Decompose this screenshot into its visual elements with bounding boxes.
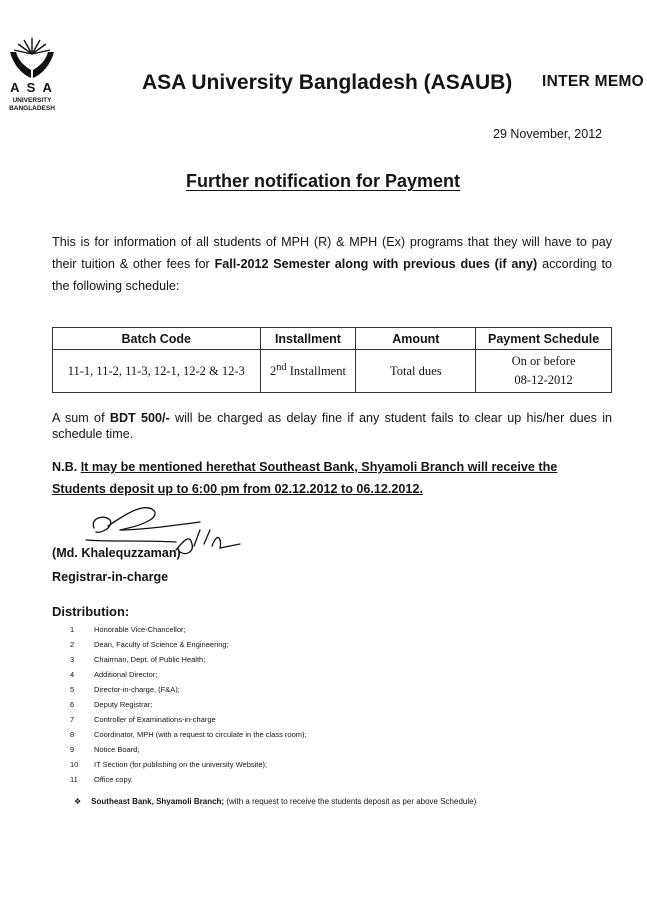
cc-bank-name: Southeast Bank, Shyamoli Branch;	[91, 797, 225, 806]
payment-schedule-table	[52, 327, 612, 393]
copy-to-bank	[74, 797, 476, 806]
nb-note	[52, 456, 612, 500]
list-item: 6 Deputy Registrar;	[70, 700, 153, 709]
cell-batch-code: 11-1, 11-2, 11-3, 12-1, 12-2 & 12-3	[53, 350, 261, 393]
installment-num: 2	[269, 364, 277, 379]
installment-suffix: nd	[276, 362, 287, 374]
list-item: 3 Chairman, Dept. of Public Health;	[70, 655, 206, 664]
distribution-list	[70, 622, 307, 787]
list-item: 11 Office copy.	[70, 775, 133, 784]
cc-bank-note: (with a request to receive the students deposit as per above Schedule)	[224, 797, 477, 806]
sunrise-hands-icon	[4, 36, 60, 82]
nb-line-2: Students deposit up to 6:00 pm from 02.12.2012 to 06.12.2012.	[52, 482, 423, 496]
list-item: 4 Additional Director;	[70, 670, 158, 679]
col-header-installment: Installment	[260, 328, 356, 350]
schedule-deadline: 08-12-2012	[514, 373, 573, 387]
signatory-name: (Md. Khalequzzaman)	[52, 546, 181, 560]
list-item: 7 Controller of Examinations-in-charge	[70, 715, 216, 724]
logo-sub-university: UNIVERSITY	[12, 97, 52, 104]
list-item: 10 IT Section (for publishing on the university Website);	[70, 760, 268, 769]
installment-label: Installment	[286, 364, 346, 379]
intro-text-2: according to the following schedule:	[52, 257, 612, 293]
delay-fine-paragraph	[52, 410, 612, 442]
nb-prefix: N.B.	[52, 460, 81, 474]
logo-sub-bangladesh: BANGLADESH	[9, 105, 55, 112]
list-item: 1 Honorable Vice-Chancellor;	[70, 625, 186, 634]
signatory-role: Registrar-in-charge	[52, 570, 169, 584]
intro-text-bold: Fall-2012 Semester along with previous dues (if any)	[214, 257, 538, 271]
memo-type: INTER MEMO	[542, 73, 645, 90]
fine-text-1: A sum of	[52, 411, 110, 425]
col-header-batch-code: Batch Code	[53, 328, 261, 350]
fine-amount: BDT 500/-	[109, 411, 170, 425]
diamond-bullet-icon: ❖	[74, 797, 82, 806]
list-item: 8 Coordinator, MPH (with a request to circulate in the class room);	[70, 730, 307, 739]
memo-date: 29 November, 2012	[493, 127, 603, 141]
col-header-amount: Amount	[356, 328, 476, 350]
university-logo	[4, 36, 60, 116]
handwritten-signature	[80, 500, 250, 577]
list-item: 5 Director-in-charge, (F&A);	[70, 685, 180, 694]
col-header-payment-schedule: Payment Schedule	[476, 328, 612, 350]
table-row	[53, 350, 612, 393]
cell-amount: Total dues	[356, 350, 476, 393]
fine-text-2: will be charged as delay fine if any student fails to clear up his/her dues in schedule time.	[52, 411, 613, 441]
notice-heading: Further notification for Payment	[186, 171, 461, 191]
intro-paragraph	[52, 231, 612, 297]
list-item: 2 Dean, Faculty of Science & Engineering;	[70, 640, 229, 649]
table-header-row	[53, 328, 612, 350]
distribution-heading: Distribution:	[52, 604, 130, 619]
list-item: 9 Notice Board;	[70, 745, 140, 754]
intro-text-1: This is for information of all students of MPH (R) & MPH (Ex) programs that they will have to pay their tuition & other fees for	[52, 235, 612, 271]
schedule-line-1: On or before	[511, 354, 576, 368]
institution-title: ASA University Bangladesh (ASAUB)	[142, 71, 513, 94]
cell-payment-schedule	[476, 350, 612, 393]
cell-installment	[260, 350, 356, 393]
logo-wordmark: A S A	[10, 80, 54, 95]
nb-line-1: It may be mentioned herethat Southeast Bank, Shyamoli Branch will receive the	[80, 460, 558, 474]
